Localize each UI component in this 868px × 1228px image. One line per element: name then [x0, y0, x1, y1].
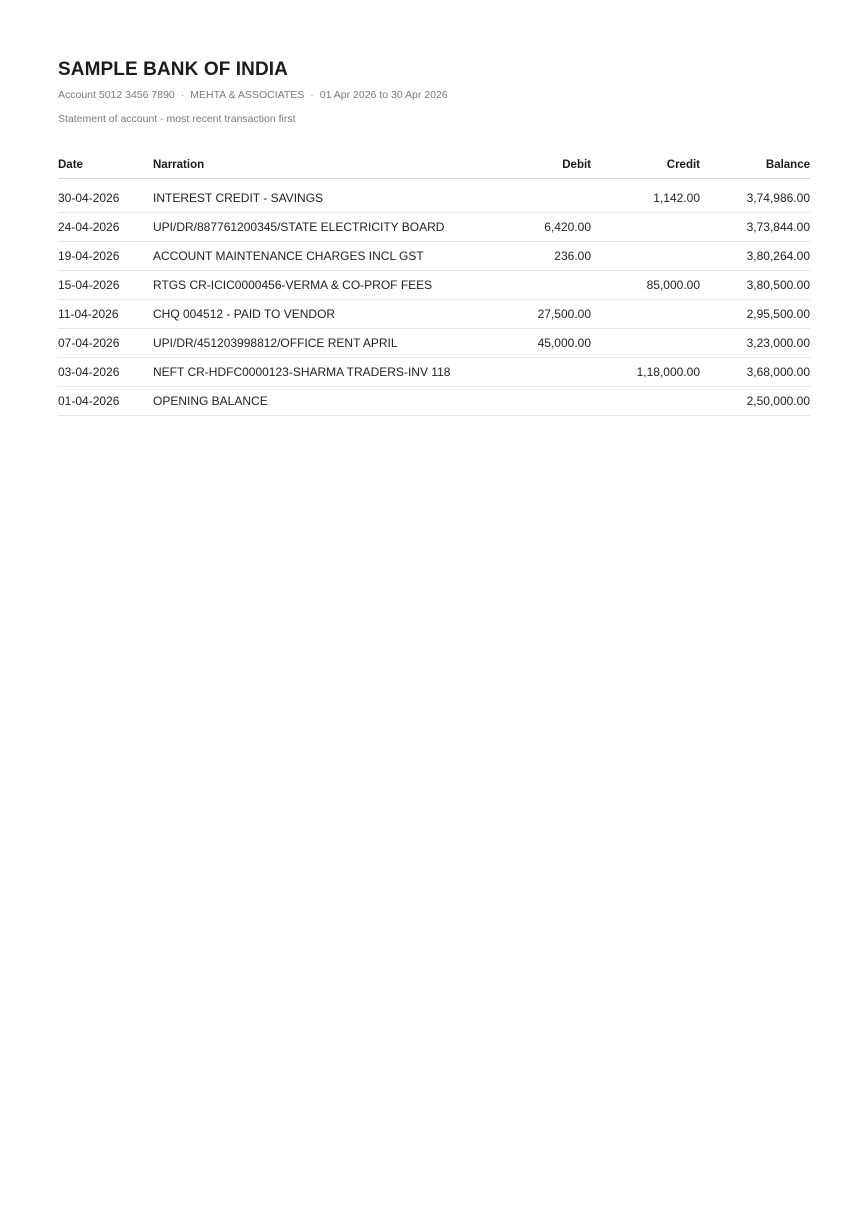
cell-narration: ACCOUNT MAINTENANCE CHARGES INCL GST	[153, 242, 503, 271]
cell-date: 01-04-2026	[58, 387, 153, 416]
meta-separator: ·	[310, 89, 314, 101]
cell-credit: 1,142.00	[591, 179, 700, 213]
table-row	[58, 242, 810, 271]
table-row	[58, 329, 810, 358]
cell-debit	[503, 387, 591, 416]
cell-narration: CHQ 004512 - PAID TO VENDOR	[153, 300, 503, 329]
statement-page	[58, 58, 810, 416]
cell-narration: UPI/DR/451203998812/OFFICE RENT APRIL	[153, 329, 503, 358]
account-holder: MEHTA & ASSOCIATES	[190, 89, 305, 101]
cell-narration: NEFT CR-HDFC0000123-SHARMA TRADERS-INV 118	[153, 358, 503, 387]
cell-date: 24-04-2026	[58, 213, 153, 242]
transaction-table	[58, 158, 810, 416]
cell-credit: 1,18,000.00	[591, 358, 700, 387]
table-row	[58, 387, 810, 416]
cell-date: 11-04-2026	[58, 300, 153, 329]
cell-balance: 2,50,000.00	[700, 387, 810, 416]
cell-debit	[503, 179, 591, 213]
column-header-narration: Narration	[153, 158, 503, 179]
table-header-row	[58, 158, 810, 179]
cell-debit: 27,500.00	[503, 300, 591, 329]
account-number: Account 5012 3456 7890	[58, 89, 175, 101]
cell-credit	[591, 242, 700, 271]
cell-debit	[503, 358, 591, 387]
cell-date: 15-04-2026	[58, 271, 153, 300]
cell-debit	[503, 271, 591, 300]
cell-debit: 45,000.00	[503, 329, 591, 358]
statement-subtitle: Statement of account - most recent transaction first	[58, 113, 296, 125]
cell-narration: UPI/DR/887761200345/STATE ELECTRICITY BOARD	[153, 213, 503, 242]
cell-debit: 6,420.00	[503, 213, 591, 242]
cell-balance: 3,80,500.00	[700, 271, 810, 300]
cell-date: 19-04-2026	[58, 242, 153, 271]
column-header-balance: Balance	[700, 158, 810, 179]
table-row	[58, 271, 810, 300]
cell-date: 30-04-2026	[58, 179, 153, 213]
cell-balance: 2,95,500.00	[700, 300, 810, 329]
cell-balance: 3,80,264.00	[700, 242, 810, 271]
bank-title: SAMPLE BANK OF INDIA	[58, 59, 288, 80]
cell-credit	[591, 213, 700, 242]
cell-balance: 3,73,844.00	[700, 213, 810, 242]
cell-narration: INTEREST CREDIT - SAVINGS	[153, 179, 503, 213]
cell-credit: 85,000.00	[591, 271, 700, 300]
account-meta	[58, 88, 810, 102]
column-header-debit: Debit	[503, 158, 591, 179]
cell-debit: 236.00	[503, 242, 591, 271]
cell-balance: 3,68,000.00	[700, 358, 810, 387]
cell-narration: RTGS CR-ICIC0000456-VERMA & CO-PROF FEES	[153, 271, 503, 300]
cell-balance: 3,23,000.00	[700, 329, 810, 358]
cell-credit	[591, 329, 700, 358]
cell-credit	[591, 300, 700, 329]
statement-period: 01 Apr 2026 to 30 Apr 2026	[319, 89, 448, 101]
table-row	[58, 213, 810, 242]
cell-date: 07-04-2026	[58, 329, 153, 358]
cell-credit	[591, 387, 700, 416]
meta-separator: ·	[180, 89, 185, 101]
table-row	[58, 300, 810, 329]
cell-date: 03-04-2026	[58, 358, 153, 387]
cell-balance: 3,74,986.00	[700, 179, 810, 213]
column-header-date: Date	[58, 158, 153, 179]
table-row	[58, 179, 810, 213]
table-row	[58, 358, 810, 387]
column-header-credit: Credit	[591, 158, 700, 179]
cell-narration: OPENING BALANCE	[153, 387, 503, 416]
